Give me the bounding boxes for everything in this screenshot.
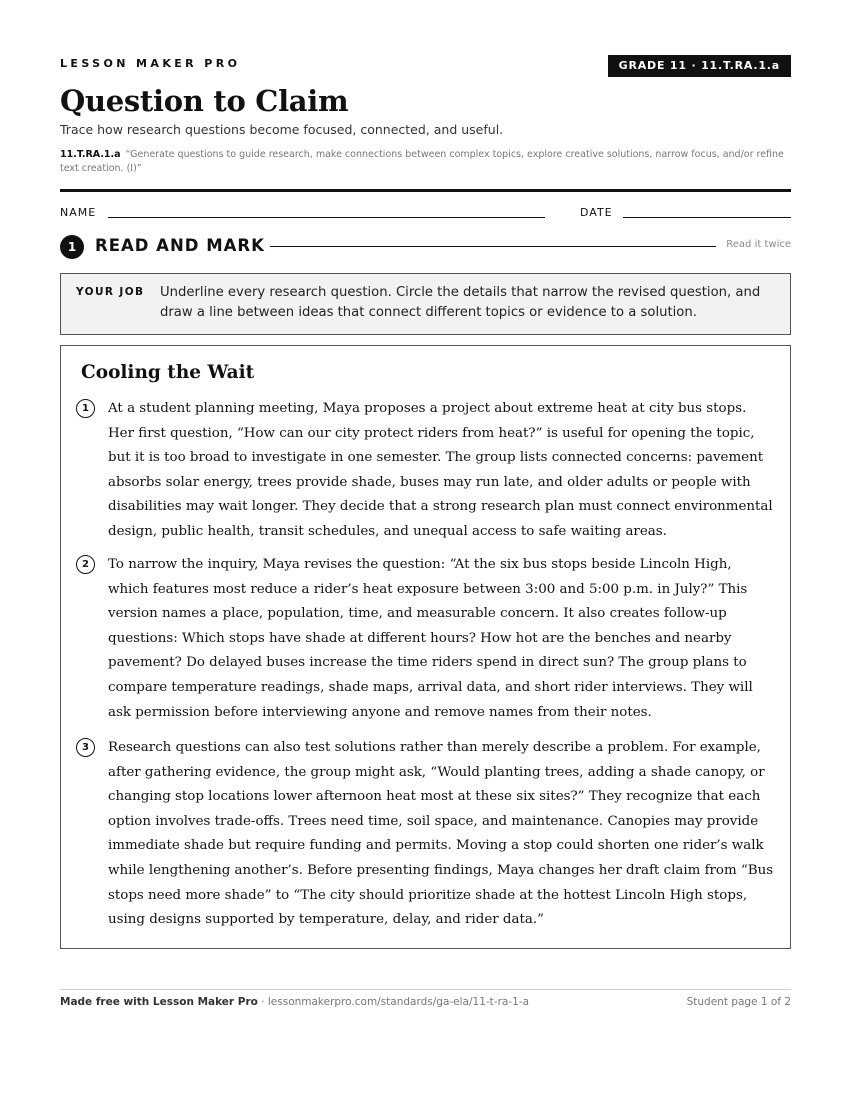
passage-paragraph: To narrow the inquiry, Maya revises the question: “At the six bus stops beside Lincoln High, which features most reduce a rider’s heat exposure between 3:00 and 5:00 p.m. in July?” This version names a place, population, time, and measurable concern. It also creates follow-up questions: Which stops have shade at different hours? How hot are the benches and nearby pavement? Do delayed buses increase the time riders spend in direct sun? The group plans to compare temperature readings, shade maps, arrival data, and short rider interviews. They will ask permission before interviewing anyone and remove names from their notes. bbox=[108, 557, 753, 720]
instructions-text: Underline every research question. Circle the details that narrow the revised question, and draw a line between ideas that connect different topics or evidence to a solution. bbox=[160, 285, 761, 320]
section-title: READ AND MARK bbox=[95, 236, 265, 255]
passage-paragraph: At a student planning meeting, Maya proposes a project about extreme heat at city bus stops. Her first question, “How can our city protect riders from heat?” is useful for opening the topic, but it is too broad to investigate in one semester. The group lists connected concerns: pavement absorbs solar energy, trees provide shade, buses may run late, and older adults or people with disabilities may wait longer. They decide that a strong research plan must connect environmental design, public health, transit schedules, and unequal access to safe waiting areas. bbox=[108, 401, 773, 539]
brand-name: LESSON MAKER PRO bbox=[60, 57, 241, 70]
instructions-label: YOUR JOB bbox=[76, 286, 145, 298]
passage-paragraph: Research questions can also test solutions rather than merely describe a problem. For example, after gathering evidence, the group might ask, “Would planting trees, adding a shade canopy, or changing stop locations lower afternoon heat most at these six sites?” They recognize that each option involves trade-offs. Trees need time, soil space, and maintenance. Canopies may provide immediate shade but require funding and permits. Moving a stop could shorten one rider’s walk while lengthening another’s. Before presenting findings, Maya changes her draft claim from “Bus stops need more shade” to “The city should prioritize shade at the hottest Lincoln High stops, using designs supported by temperature, delay, and rider data.” bbox=[108, 740, 774, 928]
step-number-badge: 1 bbox=[60, 235, 84, 259]
section-header bbox=[60, 234, 791, 260]
standard-code: 11.T.RA.1.a bbox=[60, 149, 121, 160]
footer-credit bbox=[60, 996, 529, 1008]
reading-passage bbox=[60, 345, 791, 949]
instructions-box bbox=[60, 273, 791, 335]
standard-text: “Generate questions to guide research, make connections between complex topics, explore creative solutions, narrow focus, and/or refine text creation. (I)” bbox=[60, 149, 784, 174]
footer-url[interactable]: · lessonmakerpro.com/standards/ga-ela/11-t-ra-1-a bbox=[257, 996, 530, 1008]
section-divider bbox=[270, 246, 716, 247]
header-divider bbox=[60, 189, 791, 192]
page-number: Student page 1 of 2 bbox=[686, 996, 791, 1008]
standard-description bbox=[60, 148, 791, 176]
footer-divider bbox=[60, 989, 791, 990]
page-subtitle: Trace how research questions become focused, connected, and useful. bbox=[60, 122, 504, 137]
name-field[interactable] bbox=[108, 217, 545, 218]
paragraph-number: 1 bbox=[76, 399, 95, 418]
page-title: Question to Claim bbox=[60, 84, 349, 118]
paragraph-number: 2 bbox=[76, 555, 95, 574]
name-label: NAME bbox=[60, 206, 97, 219]
grade-badge: GRADE 11 · 11.T.RA.1.a bbox=[608, 55, 791, 77]
date-field[interactable] bbox=[623, 217, 791, 218]
date-label: DATE bbox=[580, 206, 613, 219]
section-hint: Read it twice bbox=[726, 239, 791, 250]
header bbox=[60, 55, 791, 79]
passage-title: Cooling the Wait bbox=[81, 362, 255, 383]
paragraph-number: 3 bbox=[76, 738, 95, 757]
footer-made-with: Made free with Lesson Maker Pro bbox=[60, 996, 258, 1008]
name-date-row bbox=[60, 205, 791, 221]
